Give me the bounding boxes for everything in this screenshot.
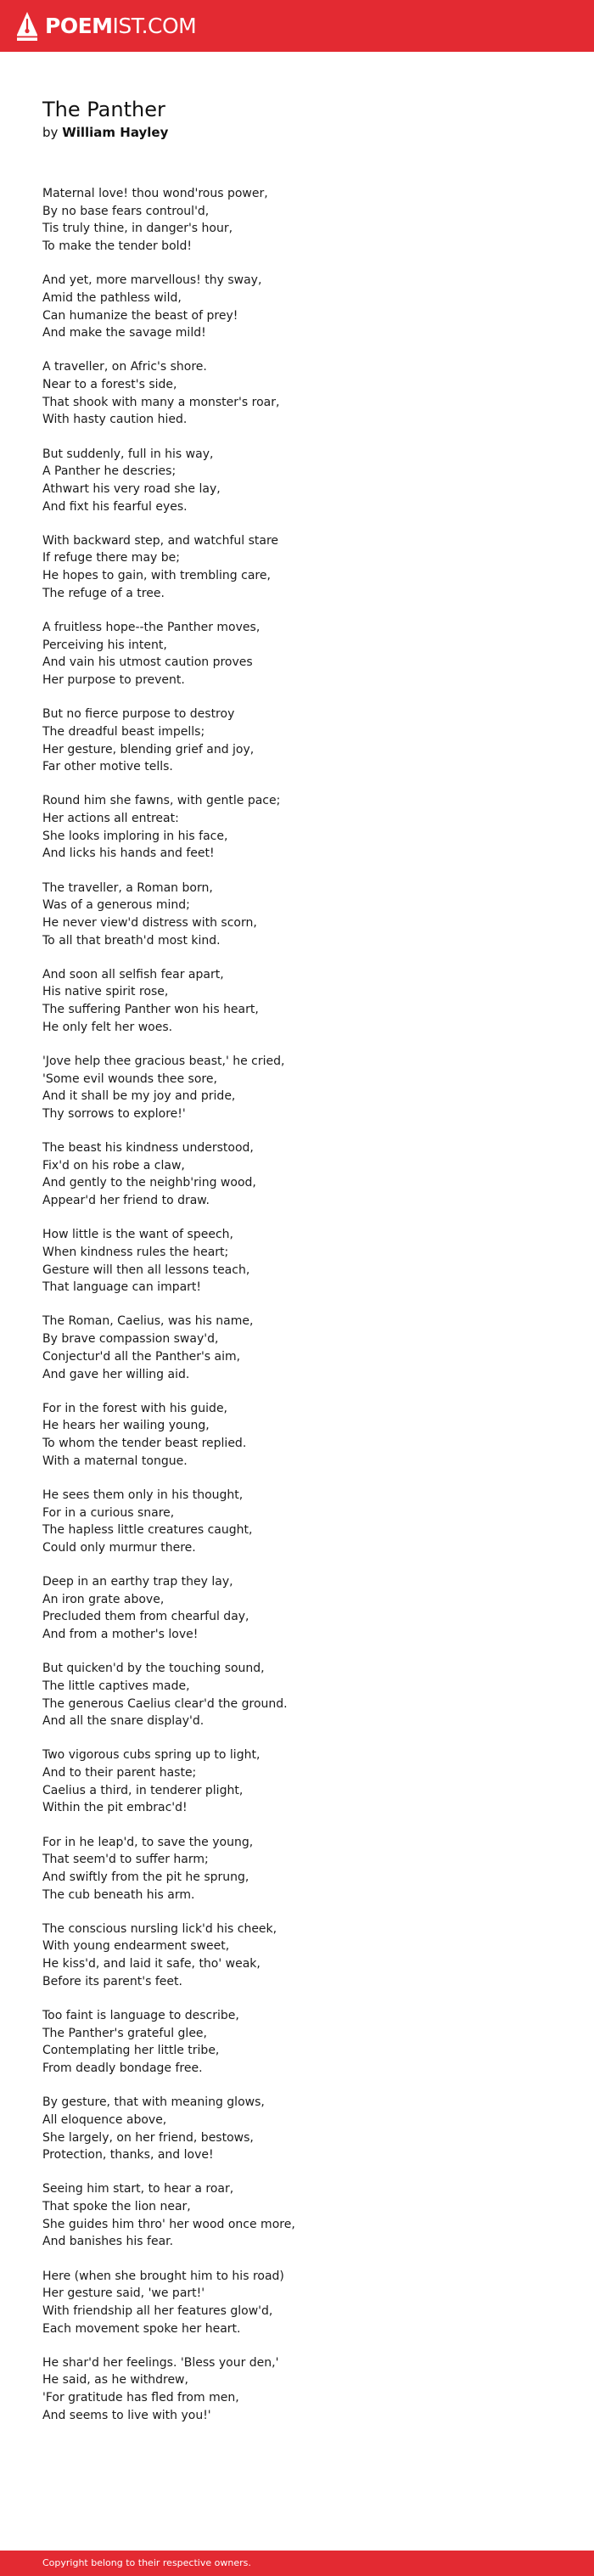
poem-line: Near to a forest's side, [42, 378, 177, 392]
poem-line: To make the tender bold! [42, 239, 193, 254]
poem-line: Her gesture said, 'we part!' [42, 2286, 205, 2301]
poem-line: Each movement spoke her heart. [42, 2321, 241, 2336]
poem-line: Precluded them from chearful day, [42, 1610, 249, 1624]
poem-line: For in the forest with his guide, [42, 1401, 228, 1415]
poem-line: With a maternal tongue. [42, 1454, 188, 1468]
poem-line: And all the snare display'd. [42, 1714, 205, 1729]
poem-line: She guides him thro' her wood once more, [42, 2217, 295, 2231]
poem-line: Gesture will then all lessons teach, [42, 1263, 250, 1277]
poem-line: She looks imploring in his face, [42, 829, 228, 843]
poem-line: Fix'd on his robe a claw, [42, 1158, 185, 1173]
poem-line: And vain his utmost caution proves [42, 655, 253, 670]
poem-line: Two vigorous cubs spring up to light, [42, 1748, 261, 1763]
poem-line: He hopes to gain, with trembling care, [42, 569, 271, 583]
poem-line: Too faint is language to describe, [42, 2008, 239, 2022]
poem-line: Tis truly thine, in danger's hour, [42, 222, 233, 236]
poem-line: 'For gratitude has fled from men, [42, 2391, 239, 2405]
stanza [42, 1834, 569, 1904]
poem-line: And gave her willing aid. [42, 1367, 190, 1381]
poem-body [42, 185, 569, 2441]
poem-line: The conscious nursling lick'd his cheek, [42, 1921, 277, 1936]
poem-line: His native spirit rose, [42, 985, 169, 999]
poem-line: By gesture, that with meaning glows, [42, 2095, 265, 2110]
stanza [42, 446, 569, 516]
stanza [42, 1139, 569, 1210]
logo-text-bold: POEM [45, 14, 113, 38]
poem-title: The Panther [42, 98, 165, 121]
site-header [0, 0, 594, 52]
poem-line: Was of a generous mind; [42, 898, 190, 913]
poem-line: By no base fears controul'd, [42, 204, 210, 218]
poem-line: Her purpose to prevent. [42, 673, 185, 687]
poem-line: Could only murmur there. [42, 1540, 196, 1555]
poem-line: How little is the want of speech, [42, 1228, 233, 1242]
poem-line: Within the pit embrac'd! [42, 1801, 188, 1815]
poem-line: And from a mother's love! [42, 1628, 199, 1642]
poem-line: For in a curious snare, [42, 1505, 175, 1520]
poem-line: Before its parent's feet. [42, 1974, 182, 1988]
stanza [42, 1053, 569, 1123]
stanza [42, 966, 569, 1037]
poem-line: The cub beneath his arm. [42, 1887, 195, 1902]
stanza [42, 2268, 569, 2338]
poem-line: With backward step, and watchful stare [42, 533, 279, 548]
stanza [42, 706, 569, 776]
poem-line: With hasty caution hied. [42, 413, 188, 427]
author-link[interactable]: William Hayley [62, 125, 169, 140]
stanza [42, 532, 569, 603]
poem-line: Perceiving his intent, [42, 638, 167, 652]
poem-line: The beast his kindness understood, [42, 1141, 254, 1156]
poem-line: And swiftly from the pit he sprung, [42, 1870, 249, 1884]
poem-line: He kiss'd, and laid it safe, tho' weak, [42, 1957, 261, 1971]
poem-line: The suffering Panther won his heart, [42, 1003, 259, 1017]
poem-line: She largely, on her friend, bestows, [42, 2130, 254, 2145]
poem-line: He said, as he withdrew, [42, 2373, 188, 2388]
stanza [42, 792, 569, 863]
poem-line: A fruitless hope--the Panther moves, [42, 620, 261, 634]
copyright-text: Copyright belong to their respective owners. [42, 2557, 251, 2568]
poem-line: 'Jove help thee gracious beast,' he cried, [42, 1054, 285, 1068]
poem-line: An iron grate above, [42, 1592, 165, 1606]
stanza [42, 1400, 569, 1471]
poem-line: And it shall be my joy and pride, [42, 1089, 236, 1104]
poem-line: The hapless little creatures caught, [42, 1523, 253, 1538]
stanza [42, 1921, 569, 1991]
poem-line: With young endearment sweet, [42, 1939, 230, 1954]
poem-line: Conjectur'd all the Panther's aim, [42, 1349, 241, 1364]
poem-line: And gently to the neighb'ring wood, [42, 1176, 256, 1190]
poem-line: Her gesture, blending grief and joy, [42, 742, 255, 756]
stanza [42, 619, 569, 689]
stanza [42, 2094, 569, 2164]
poem-line: For in he leap'd, to save the young, [42, 1835, 254, 1849]
stanza [42, 2007, 569, 2078]
poem-line: Athwart his very road she lay, [42, 481, 221, 496]
poem-line: Maternal love! thou wond'rous power, [42, 187, 268, 200]
poem-line: Contemplating her little tribe, [42, 2044, 220, 2058]
poem-line: But no fierce purpose to destroy [42, 707, 235, 722]
poem-line: And soon all selfish fear apart, [42, 967, 224, 981]
poem-line: A Panther he descries; [42, 464, 177, 479]
logo-text [45, 12, 196, 41]
poem-line: He hears her wailing young, [42, 1419, 210, 1433]
stanza [42, 358, 569, 429]
poem-line: Her actions all entreat: [42, 812, 179, 825]
poem-line: And banishes his fear. [42, 2235, 174, 2249]
poem-line: When kindness rules the heart; [42, 1245, 229, 1259]
poem-line: The dreadful beast impells; [42, 724, 205, 739]
poem-line: Amid the pathless wild, [42, 290, 182, 305]
site-logo[interactable] [17, 12, 196, 41]
poem-line: He never view'd distress with scorn, [42, 915, 257, 930]
poem-line: The Panther's grateful glee, [42, 2026, 207, 2040]
poem-line: And make the savage mild! [42, 326, 206, 340]
poem-line: A traveller, on Afric's shore. [42, 360, 207, 374]
poem-line: By brave compassion sway'd, [42, 1332, 219, 1347]
poem-line: From deadly bondage free. [42, 2061, 203, 2075]
poem-line: Protection, thanks, and love! [42, 2148, 214, 2163]
poem-line: He sees them only in his thought, [42, 1488, 244, 1502]
by-label: by [42, 125, 59, 140]
poem-line: The generous Caelius clear'd the ground. [42, 1696, 288, 1711]
poem-line: And to their parent haste; [42, 1766, 197, 1780]
poem-line: And yet, more marvellous! thy sway, [42, 273, 262, 288]
poem-line: But suddenly, full in his way, [42, 447, 214, 461]
poem-line: That seem'd to suffer harm; [42, 1853, 209, 1867]
poem-line: Deep in an earthy trap they lay, [42, 1575, 233, 1589]
poem-line: That spoke the lion near, [42, 2200, 191, 2213]
poem-line: The refuge of a tree. [42, 586, 165, 600]
stanza [42, 272, 569, 342]
poem-line: Thy sorrows to explore!' [42, 1106, 186, 1121]
poem-line: To all that breath'd most kind. [42, 933, 221, 948]
poem-line: Here (when she brought him to his road) [42, 2269, 284, 2283]
poem-line: He shar'd her feelings. 'Bless your den,' [42, 2355, 279, 2370]
poem-line: And seems to live with you!' [42, 2408, 211, 2422]
stanza [42, 2354, 569, 2425]
poem-line: And licks his hands and feet! [42, 846, 215, 861]
poem-line: 'Some evil wounds thee sore, [42, 1071, 217, 1086]
stanza [42, 185, 569, 256]
poem-line: Appear'd her friend to draw. [42, 1194, 210, 1208]
poem-line: With friendship all her features glow'd, [42, 2303, 273, 2318]
poem-line: That language can impart! [42, 1280, 202, 1295]
poem-line: Far other motive tells. [42, 760, 173, 774]
poem-line: The Roman, Caelius, was his name, [42, 1314, 254, 1329]
byline [42, 124, 168, 141]
poem-line: To whom the tender beast replied. [42, 1437, 247, 1450]
poem-line: The little captives made, [42, 1679, 190, 1693]
poem-line: Caelius a third, in tenderer plight, [42, 1783, 244, 1797]
stanza [42, 1226, 569, 1296]
poem-line: Can humanize the beast of prey! [42, 308, 238, 323]
poem-line: And fixt his fearful eyes. [42, 499, 188, 514]
poem-line: But quicken'd by the touching sound, [42, 1662, 265, 1676]
stanza [42, 1313, 569, 1383]
stanza [42, 1746, 569, 1817]
pen-nib-icon [17, 12, 37, 41]
stanza [42, 2180, 569, 2251]
site-footer [0, 2551, 594, 2576]
poem-line: Round him she fawns, with gentle pace; [42, 794, 281, 808]
poem-line: The traveller, a Roman born, [42, 880, 213, 895]
stanza [42, 880, 569, 950]
poem-line: Seeing him start, to hear a roar, [42, 2182, 234, 2196]
logo-text-light: IST.COM [112, 14, 197, 38]
stanza [42, 1487, 569, 1557]
stanza [42, 1660, 569, 1730]
poem-line: If refuge there may be; [42, 551, 180, 565]
stanza [42, 1573, 569, 1644]
poem-line: All eloquence above, [42, 2112, 167, 2127]
poem-line: That shook with many a monster's roar, [42, 395, 280, 409]
poem-line: He only felt her woes. [42, 1020, 173, 1034]
